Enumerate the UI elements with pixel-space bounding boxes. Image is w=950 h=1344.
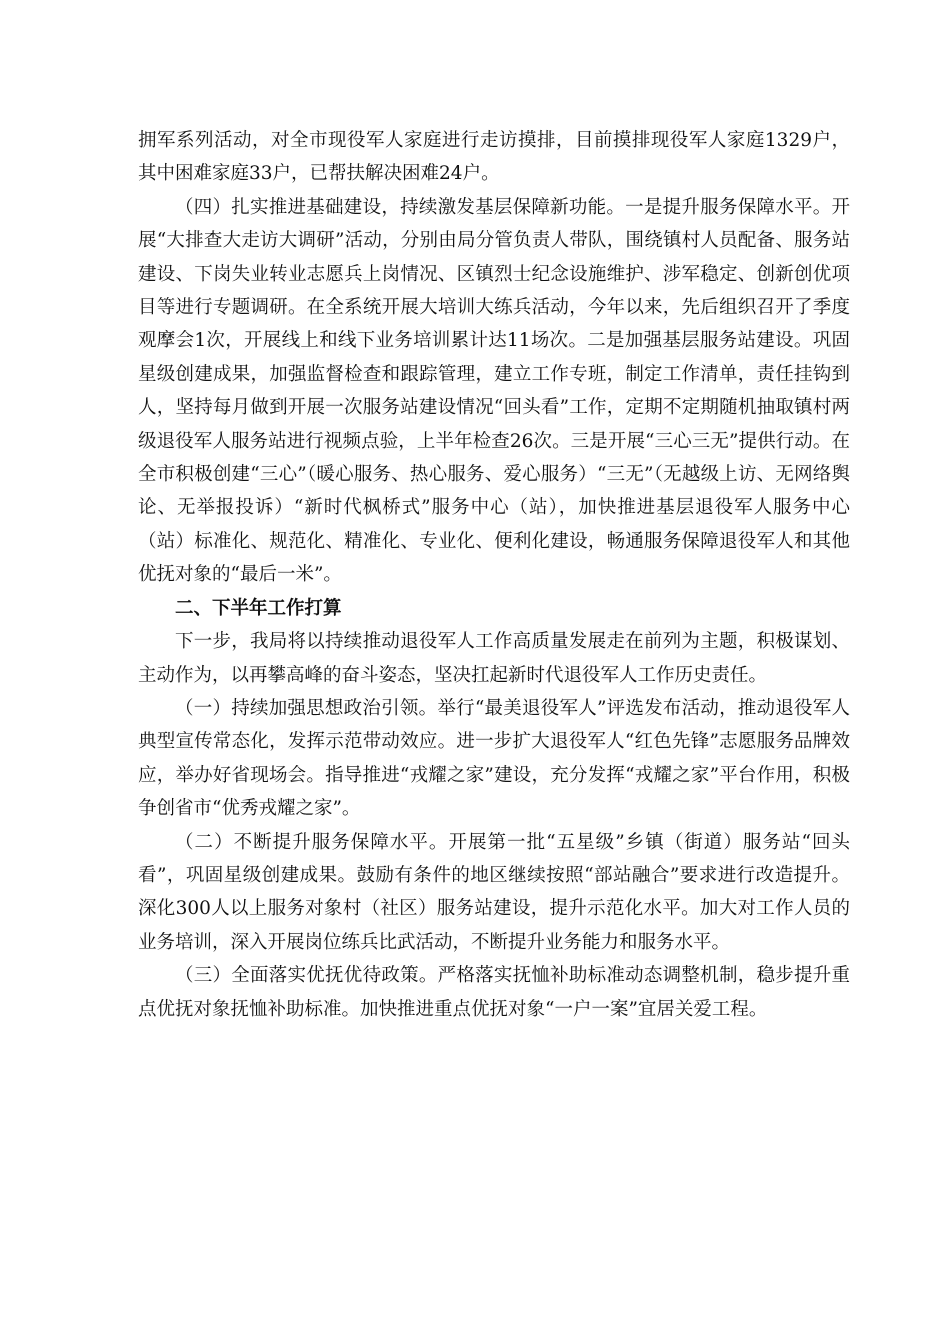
- paragraph-continuation: 拥军系列活动，对全市现役军人家庭进行走访摸排，目前摸排现役军人家庭1329户，其中困难家庭33户，已帮扶解决困难24户。: [138, 130, 850, 185]
- document-body: [138, 124, 850, 1026]
- paragraph-item-one: （一）持续加强思想政治引领。举行“最美退役军人”评选发布活动，推动退役军人典型宣传常态化，发挥示范带动效应。进一步扩大退役军人“红色先锋”志愿服务品牌效应，举办好省现场会。指导推进“戎耀之家”建设，充分发挥“戎耀之家”平台作用，积极争创省市“优秀戎耀之家”。: [138, 697, 850, 820]
- paragraph-section-four: （四）扎实推进基础建设，持续激发基层保障新功能。一是提升服务保障水平。开展“大排查大走访大调研”活动，分别由局分管负责人带队，围绕镇村人员配备、服务站建设、下岗失业转业志愿兵上岗情况、区镇烈士纪念设施维护、涉军稳定、创新创优项目等进行专题调研。在全系统开展大培训大练兵活动，今年以来，先后组织召开了季度观摩会1次，开展线上和线下业务培训累计达11场次。二是加强基层服务站建设。巩固星级创建成果，加强监督检查和跟踪管理，建立工作专班，制定工作清单，责任挂钩到人，坚持每月做到开展一次服务站建设情况“回头看”工作，定期不定期随机抽取镇村两级退役军人服务站进行视频点验，上半年检查26次。三是开展“三心三无”提供行动。在全市积极创建“三心”（暖心服务、热心服务、爱心服务）“三无”（无越级上访、无网络舆论、无举报投诉）“新时代枫桥式”服务中心（站），加快推进基层退役军人服务中心（站）标准化、规范化、精准化、专业化、便利化建设，畅通服务保障退役军人和其他优抚对象的“最后一米”。: [138, 196, 850, 586]
- section-heading: 二、下半年工作打算: [175, 597, 342, 619]
- paragraph-item-two: （二）不断提升服务保障水平。开展第一批“五星级”乡镇（街道）服务站“回头看”，巩固星级创建成果。鼓励有条件的地区继续按照“部站融合”要求进行改造提升。深化300人以上服务对象村（社区）服务站建设，提升示范化水平。加大对工作人员的业务培训，深入开展岗位练兵比武活动，不断提升业务能力和服务水平。: [138, 831, 850, 953]
- paragraph-item-three: （三）全面落实优抚优待政策。严格落实抚恤补助标准动态调整机制，稳步提升重点优抚对象抚恤补助标准。加快推进重点优抚对象“一户一案”宜居关爱工程。: [138, 965, 850, 1020]
- paragraph-intro: 下一步，我局将以持续推动退役军人工作高质量发展走在前列为主题，积极谋划、主动作为，以再攀高峰的奋斗姿态，坚决扛起新时代退役军人工作历史责任。: [138, 631, 850, 686]
